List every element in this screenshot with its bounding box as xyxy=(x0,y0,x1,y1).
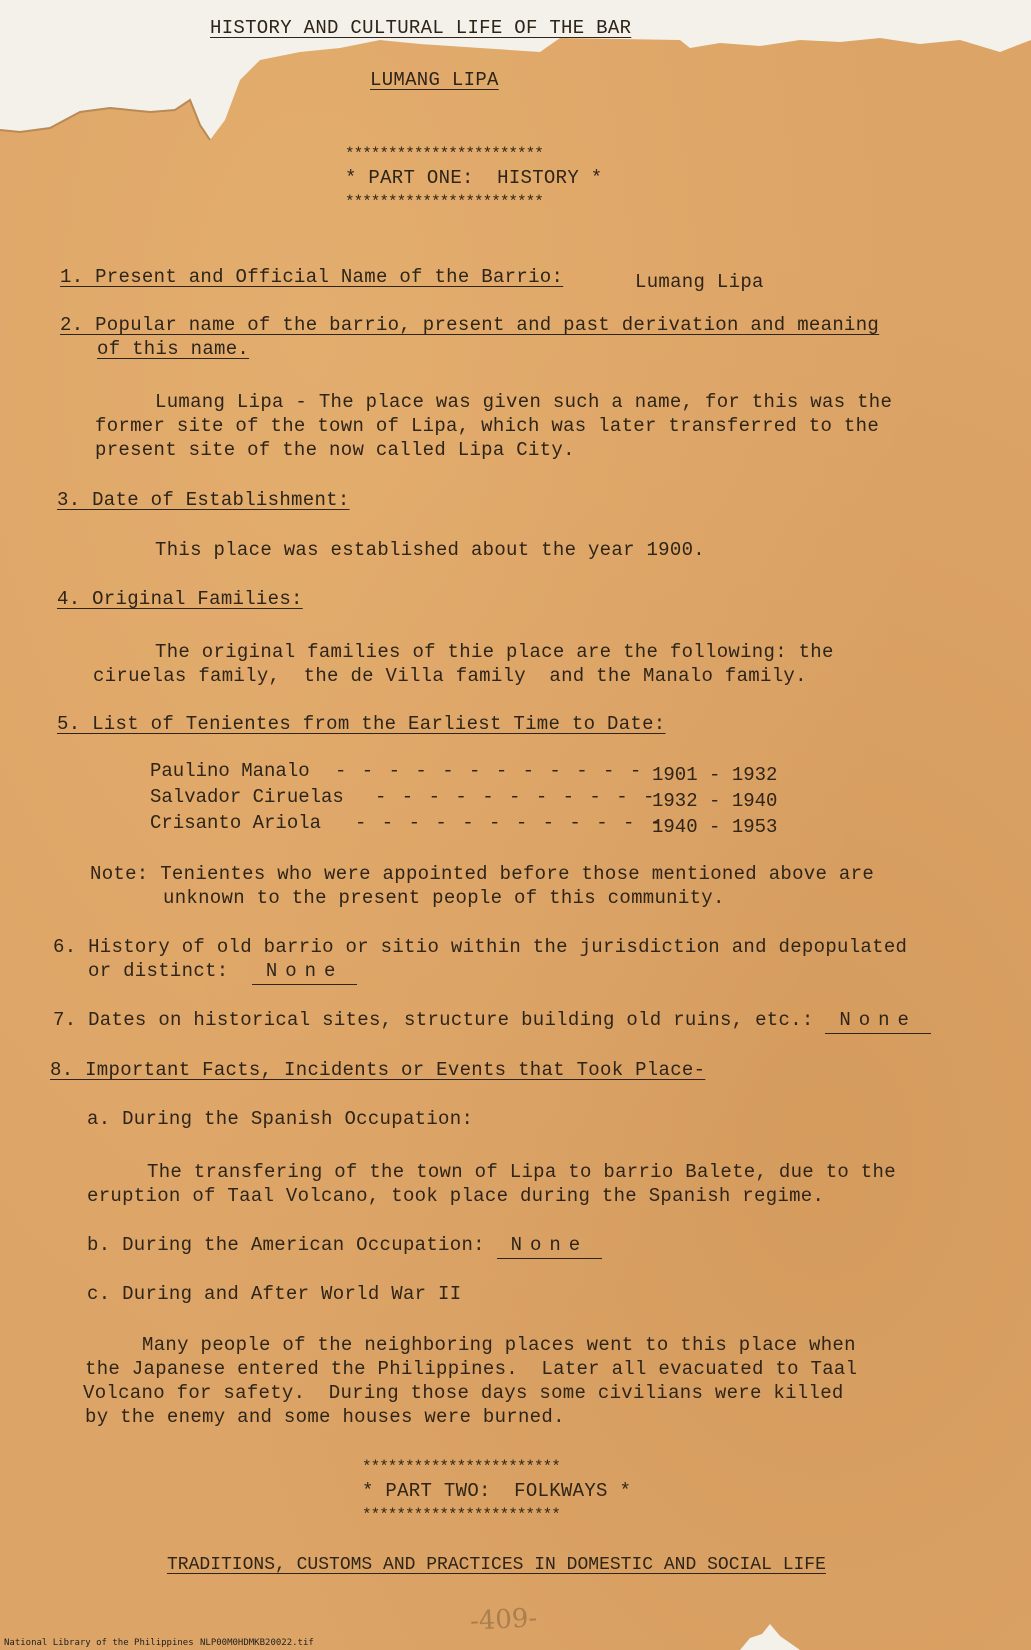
note-line2: unknown to the present people of this community. xyxy=(163,887,725,909)
item-8a-text-line2: eruption of Taal Volcano, took place during the Spanish regime. xyxy=(87,1185,825,1207)
item-8b-label: b. During the American Occupation: xyxy=(87,1234,485,1256)
item-7-line xyxy=(53,1008,931,1034)
item-4-text-line2: ciruelas family, the de Villa family and the Manalo family. xyxy=(93,665,807,687)
item-8-label: 8. Important Facts, Incidents or Events that Took Place- xyxy=(50,1059,706,1081)
item-8c-text-line2: the Japanese entered the Philippines. Later all evacuated to Taal xyxy=(85,1358,858,1380)
item-3-label: 3. Date of Establishment: xyxy=(57,489,350,511)
footer-filename: NLP00M0HDMKB20022.tif xyxy=(200,1638,314,1648)
item-2-text-line1: Lumang Lipa - The place was given such a name, for this was the xyxy=(155,391,893,413)
item-8c-label: c. During and After World War II xyxy=(87,1283,462,1305)
document-title: HISTORY AND CULTURAL LIFE OF THE BAR xyxy=(210,17,632,39)
part-one-stars-top: *********************** xyxy=(345,145,543,163)
part-one-heading: * PART ONE: HISTORY * xyxy=(345,167,603,189)
part-one-stars-bottom: *********************** xyxy=(345,193,543,211)
item-8a-label: a. During the Spanish Occupation: xyxy=(87,1108,474,1130)
part-two-subheading: TRADITIONS, CUSTOMS AND PRACTICES IN DOMESTIC AND SOCIAL LIFE xyxy=(167,1555,826,1575)
item-2-text-line3: present site of the now called Lipa City. xyxy=(95,439,575,461)
teniente-dashes: - - - - - - - - - - - - xyxy=(335,760,644,782)
item-1-label: 1. Present and Official Name of the Barrio: xyxy=(60,266,564,288)
item-7-value: None xyxy=(825,1008,931,1034)
teniente-years: 1940 - 1953 xyxy=(652,816,778,838)
item-8c-text-line1: Many people of the neighboring places went to this place when xyxy=(142,1334,856,1356)
item-1-value: Lumang Lipa xyxy=(635,271,764,293)
note-line1: Note: Tenientes who were appointed before those mentioned above are xyxy=(90,863,875,885)
teniente-name: Salvador Ciruelas xyxy=(150,786,344,808)
page-number: -409- xyxy=(469,1603,538,1637)
teniente-name: Crisanto Ariola xyxy=(150,812,322,834)
teniente-dashes: - - - - - - - - - - - - xyxy=(355,812,664,834)
torn-bottom-corner xyxy=(740,1620,800,1650)
item-8b-line xyxy=(87,1233,602,1259)
part-two-heading: * PART TWO: FOLKWAYS * xyxy=(362,1480,632,1502)
item-3-text: This place was established about the year 1900. xyxy=(155,539,705,561)
item-7-label: 7. Dates on historical sites, structure building old ruins, etc.: xyxy=(53,1009,814,1031)
item-5-label: 5. List of Tenientes from the Earliest Time to Date: xyxy=(57,713,666,735)
item-8c-text-line3: Volcano for safety. During those days some civilians were killed xyxy=(83,1382,844,1404)
item-2-text-line2: former site of the town of Lipa, which was later transferred to the xyxy=(95,415,880,437)
item-8b-value: None xyxy=(497,1233,603,1259)
footer-library: National Library of the Philippines xyxy=(4,1638,194,1648)
item-6-value: None xyxy=(252,959,358,985)
item-6-label-tail: or distinct: xyxy=(88,960,229,982)
item-6-line1: 6. History of old barrio or sitio within the jurisdiction and depopulated xyxy=(53,936,908,958)
item-8c-text-line4: by the enemy and some houses were burned. xyxy=(85,1406,565,1428)
item-6-line2 xyxy=(88,959,357,985)
item-2-label-line1: 2. Popular name of the barrio, present and past derivation and meaning xyxy=(60,314,880,336)
teniente-dashes: - - - - - - - - - - - xyxy=(375,786,657,808)
teniente-years: 1901 - 1932 xyxy=(652,764,778,786)
item-8a-text-line1: The transfering of the town of Lipa to barrio Balete, due to the xyxy=(147,1161,896,1183)
item-2-label-line2: of this name. xyxy=(97,338,250,360)
barrio-title: LUMANG LIPA xyxy=(370,69,499,91)
item-4-text-line1: The original families of thie place are the following: the xyxy=(155,641,834,663)
teniente-name: Paulino Manalo xyxy=(150,760,310,782)
item-4-label: 4. Original Families: xyxy=(57,588,303,610)
part-two-stars-top: *********************** xyxy=(362,1458,560,1476)
part-two-stars-bottom: *********************** xyxy=(362,1506,560,1524)
teniente-years: 1932 - 1940 xyxy=(652,790,778,812)
